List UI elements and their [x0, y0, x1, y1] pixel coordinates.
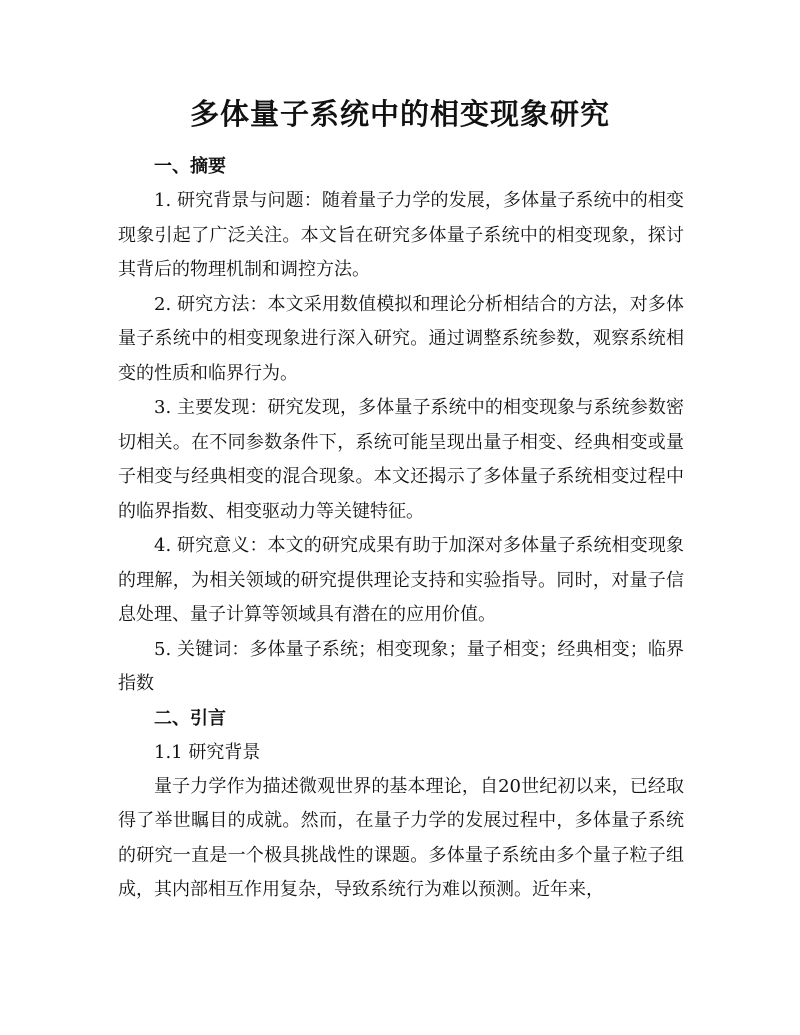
abstract-item: 3. 主要发现：研究发现，多体量子系统中的相变现象与系统参数密切相关。在不同参数条件下，系统可能呈现出量子相变、经典相变或量子相变与经典相变的混合现象。本文还揭示了多体量子系统相变过程中的临界指数、相变驱动力等关键特征。	[118, 397, 684, 522]
document-title: 多体量子系统中的相变现象研究	[189, 97, 610, 131]
abstract-item: 2. 研究方法：本文采用数值模拟和理论分析相结合的方法，对多体量子系统中的相变现象进行深入研究。通过调整系统参数，观察系统相变的性质和临界行为。	[118, 293, 684, 384]
intro-paragraph: 量子力学作为描述微观世界的基本理论，自20世纪初以来，已经取得了举世瞩目的成就。然而，在量子力学的发展过程中，多体量子系统的研究一直是一个极具挑战性的课题。多体量子系统由多个量子粒子组成，其内部相互作用复杂，导致系统行为难以预测。近年来，	[118, 775, 684, 900]
abstract-item: 5. 关键词：多体量子系统；相变现象；量子相变；经典相变；临界指数	[118, 638, 684, 694]
abstract-item: 4. 研究意义：本文的研究成果有助于加深对多体量子系统相变现象的理解，为相关领域的研究提供理论支持和实验指导。同时，对量子信息处理、量子计算等领域具有潜在的应用价值。	[118, 535, 684, 625]
intro-heading: 二、引言	[154, 707, 226, 729]
abstract-heading: 一、摘要	[154, 156, 226, 177]
abstract-item: 1. 研究背景与问题：随着量子力学的发展，多体量子系统中的相变现象引起了广泛关注。本文旨在研究多体量子系统中的相变现象，探讨其背后的物理机制和调控方法。	[118, 190, 684, 280]
document-body	[118, 150, 684, 908]
intro-subheading: 1.1 研究背景	[154, 741, 261, 763]
